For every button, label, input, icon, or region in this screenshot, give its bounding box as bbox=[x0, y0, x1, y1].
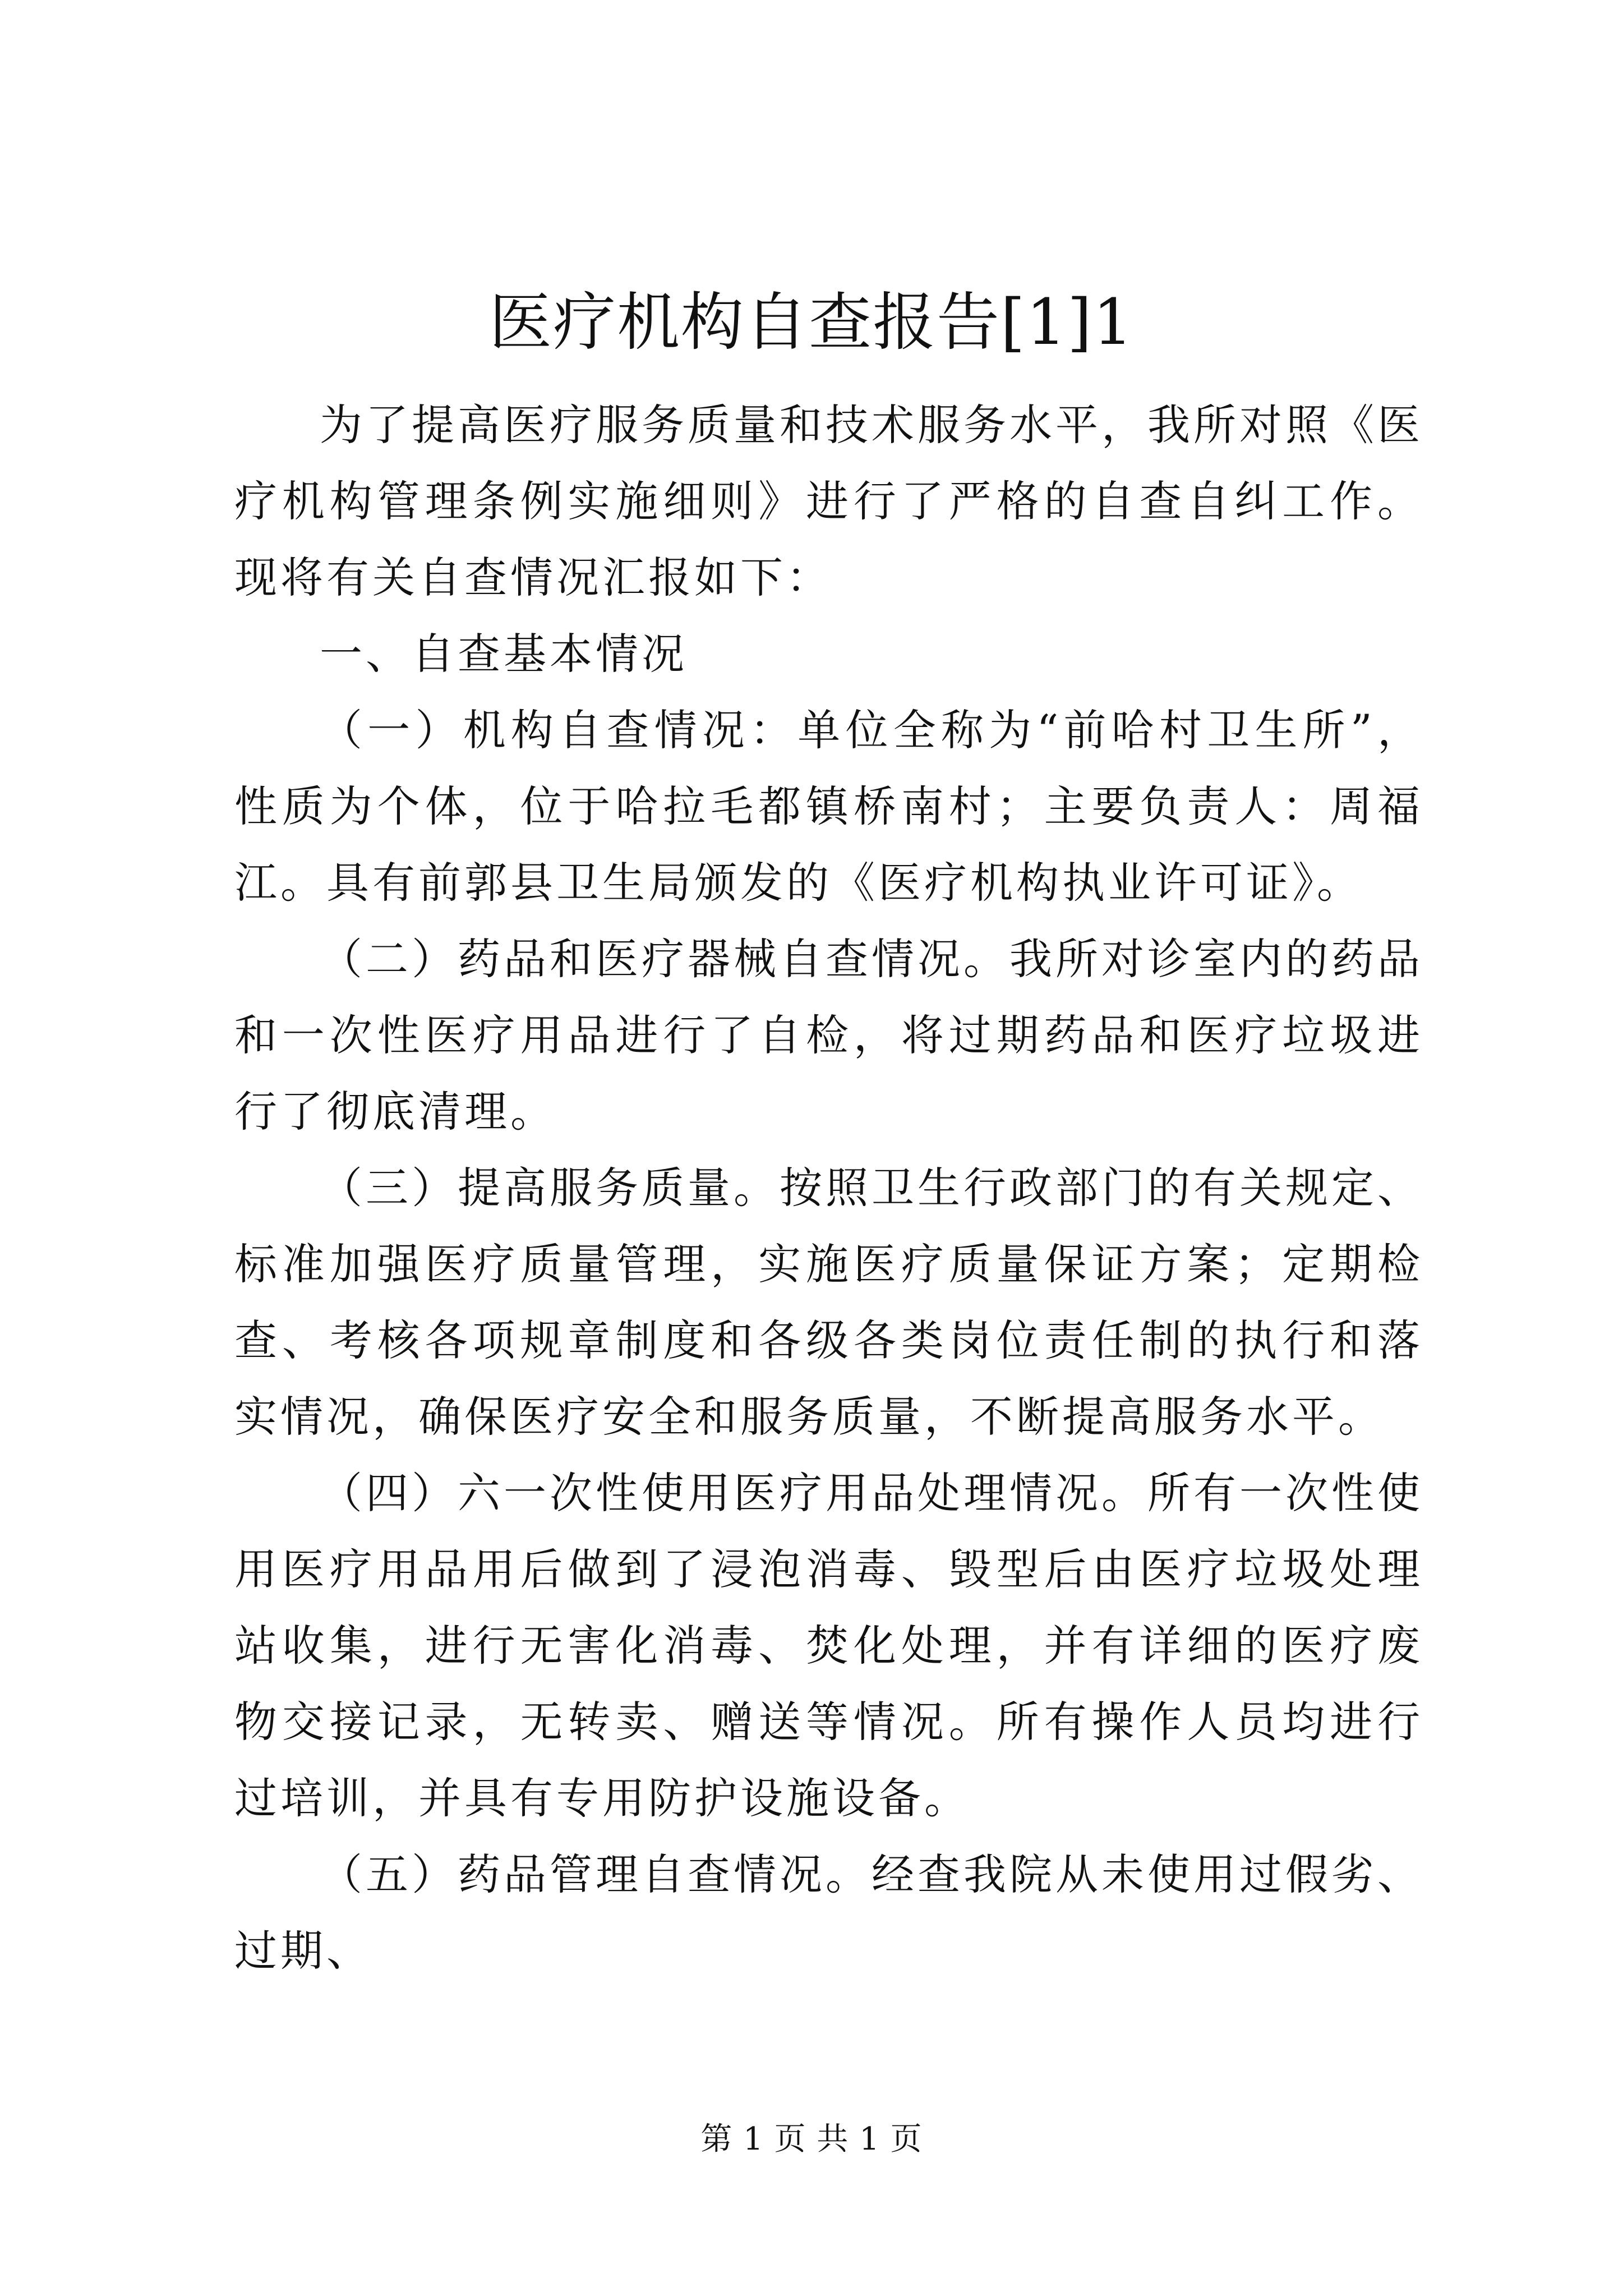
paragraph-service-quality: （三）提高服务质量。按照卫生行政部门的有关规定、标准加强医疗质量管理，实施医疗质量保证方案；定期检查、考核各项规章制度和各级各类岗位责任制的执行和落实情况，确保医疗安全和服务质量，不断提高服务水平。 bbox=[234, 1163, 1423, 1442]
document-body bbox=[234, 387, 1423, 1989]
paragraph-drug-management: （五）药品管理自查情况。经查我院从未使用过假劣、过期、 bbox=[234, 1849, 1423, 1976]
document-title: 医疗机构自查报告[1]1 bbox=[489, 286, 1134, 359]
page-footer: 第 1 页 共 1 页 bbox=[700, 2121, 923, 2157]
paragraph-institution-check: （一）机构自查情况：单位全称为“前哈村卫生所”，性质为个体，位于哈拉毛都镇桥南村；主要负责人：周福江。具有前郭县卫生局颁发的《医疗机构执业许可证》。 bbox=[234, 705, 1423, 908]
intro-paragraph: 为了提高医疗服务质量和技术服务水平，我所对照《医疗机构管理条例实施细则》进行了严格的自查自纠工作。现将有关自查情况汇报如下： bbox=[234, 400, 1423, 602]
paragraph-disposable-supplies: （四）六一次性使用医疗用品处理情况。所有一次性使用医疗用品用后做到了浸泡消毒、毁型后由医疗垃圾处理站收集，进行无害化消毒、焚化处理，并有详细的医疗废物交接记录，无转卖、赠送等情况。所有操作人员均进行过培训，并具有专用防护设施设备。 bbox=[234, 1468, 1423, 1823]
section-heading: 一、自查基本情况 bbox=[320, 629, 688, 679]
paragraph-drugs-equipment-check: （二）药品和医疗器械自查情况。我所对诊室内的药品和一次性医疗用品进行了自检，将过期药品和医疗垃圾进行了彻底清理。 bbox=[234, 934, 1423, 1137]
